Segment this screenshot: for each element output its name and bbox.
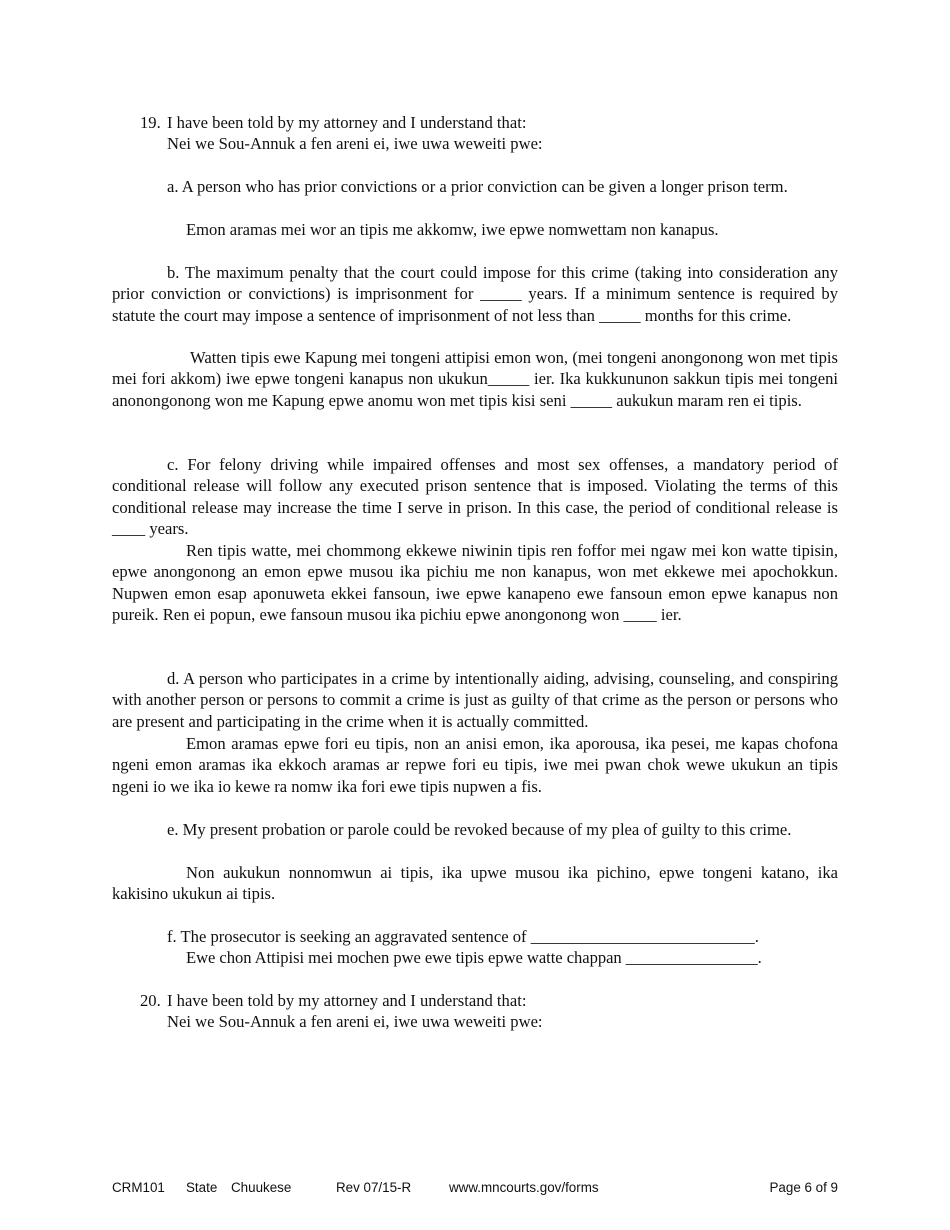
paragraph-f-en: f. The prosecutor is seeking an aggravated sentence of ___________________________. [167, 927, 759, 946]
item-19-intro-en: 19. I have been told by my attorney and I understand that: [140, 113, 527, 132]
paragraph-f-chk: Ewe chon Attipisi mei mochen pwe ewe tipis epwe watte chappan ________________. [186, 948, 762, 967]
paragraph-c-en: c. For felony driving while impaired offenses and most sex offenses, a mandatory period of conditional release will follow any executed prison sentence that is imposed. Violating the terms of this conditional release may increase the time I serve in prison. In this case, the period of conditional release is ____ years. [112, 455, 838, 539]
paragraph-a-chk: Emon aramas mei wor an tipis me akkomw, iwe epwe nomwettam non kanapus. [186, 220, 719, 239]
paragraph-c-chk: Ren tipis watte, mei chommong ekkewe niwinin tipis ren foffor mei ngaw mei kon watte tipisin, epwe anongonong an emon epwe musou ika pichiu me non kanapus, won met ekkewe mei apochokkun. Nupwen emon esap aponuweta ekkei fansoun, iwe epwe kanapeno ewe fansoun emon epwe kanapus non pureik. Ren ei popun, ewe fansoun musou ika pichiu epwe anongonong won ____ ier. [112, 541, 838, 625]
paragraph-d-chk: Emon aramas epwe fori eu tipis, non an anisi emon, ika aporousa, ika pesei, me kapas chofona ngeni emon aramas ika ekkoch aramas ar repwe fori eu tipis, iwe mei pwan chok wewe ukukun an tipis ngeni io we ika io kewe ra nomw ika fori ewe tipis nupwen a fis. [112, 734, 838, 796]
paragraph-b-chk: Watten tipis ewe Kapung mei tongeni attipisi emon won, (mei tongeni anongonong won met tipis mei fori akkom) iwe epwe tongeni kanapus non ukukun_____ ier. Ika kukkununon sakkun tipis mei tongeni anonongonong won me Kapung epwe anomu won met tipis kisi seni _____ aukukun maram ren ei tipis. [112, 348, 838, 410]
paragraph-e-chk: Non aukukun nonnomwun ai tipis, ika upwe musou ika pichino, epwe tongeni katano, ika kakisino ukukun ai tipis. [112, 863, 838, 904]
footer-website-link[interactable]: www.mncourts.gov/forms [449, 1180, 599, 1195]
footer-state: State [186, 1180, 218, 1195]
paragraph-a-en: a. A person who has prior convictions or a prior conviction can be given a longer prison term. [167, 177, 788, 196]
item-19-intro-chk: Nei we Sou-Annuk a fen areni ei, iwe uwa weweiti pwe: [167, 134, 543, 153]
paragraph-e-en: e. My present probation or parole could be revoked because of my plea of guilty to this crime. [167, 820, 792, 839]
paragraph-d-en: d. A person who participates in a crime by intentionally aiding, advising, counseling, and conspiring with another person or persons to commit a crime is just as guilty of that crime as the person or persons who are present and participating in the crime when it is actually committed. [112, 669, 838, 731]
footer-page-number: Page 6 of 9 [769, 1180, 838, 1195]
item-20-intro-en: 20. I have been told by my attorney and I understand that: [140, 991, 527, 1010]
item-20-intro-chk: Nei we Sou-Annuk a fen areni ei, iwe uwa weweiti pwe: [167, 1012, 543, 1031]
footer-language: Chuukese [231, 1180, 292, 1195]
footer-form-id: CRM101 [112, 1180, 165, 1195]
paragraph-b-en: b. The maximum penalty that the court could impose for this crime (taking into consideration any prior conviction or convictions) is imprisonment for _____ years. If a minimum sentence is required by statute the court may impose a sentence of imprisonment of not less than _____ months for this crime. [112, 263, 838, 325]
footer-revision: Rev 07/15-R [336, 1180, 412, 1195]
